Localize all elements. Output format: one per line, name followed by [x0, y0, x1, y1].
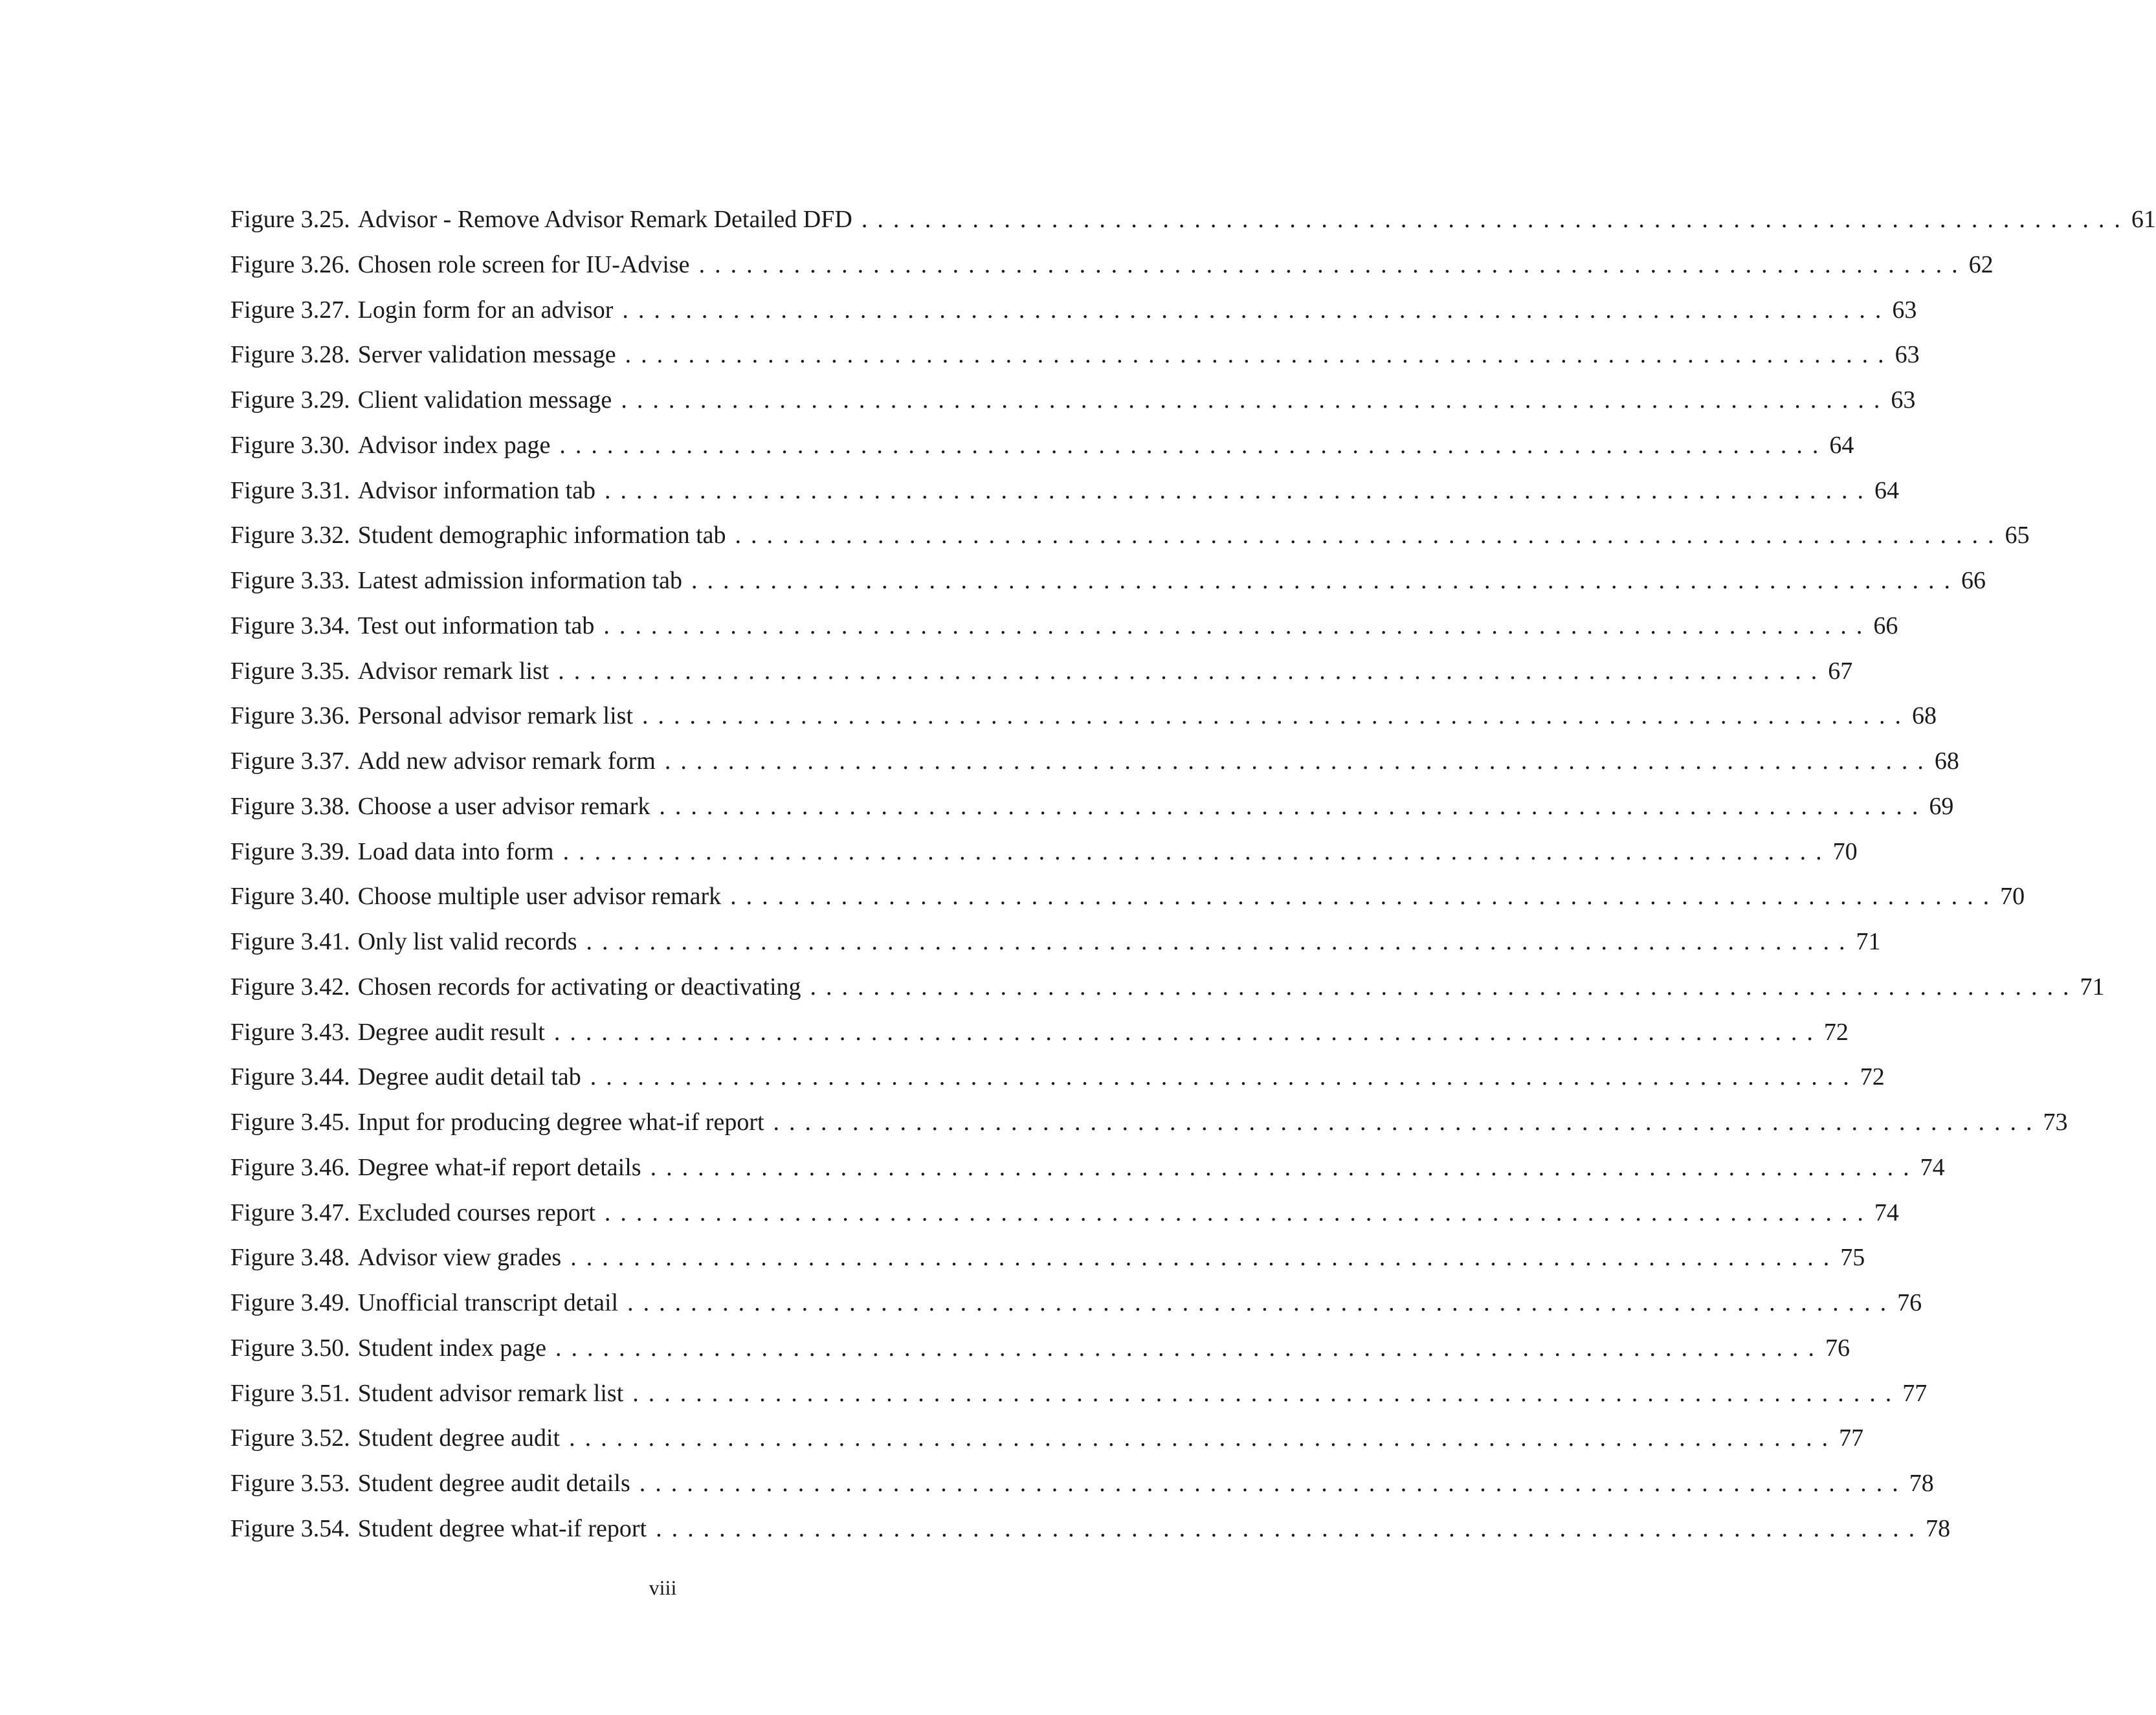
page-number: 68 [1912, 702, 1937, 730]
figure-number: Figure 3.45. [230, 1109, 350, 1136]
page-number: 75 [1840, 1244, 1865, 1272]
page-number: 66 [1873, 612, 1898, 639]
figure-number: Figure 3.30. [230, 431, 350, 459]
page-number: 64 [1829, 431, 1854, 459]
figure-caption: Degree audit result [357, 1018, 545, 1046]
figure-number: Figure 3.31. [230, 476, 350, 504]
figure-caption: Chosen role screen for IU-Advise [357, 250, 690, 278]
lof-entry[interactable] [230, 1416, 1864, 1461]
figure-caption: Excluded courses report [357, 1199, 595, 1226]
figure-number: Figure 3.49. [230, 1289, 350, 1316]
lof-entry[interactable] [230, 739, 1959, 784]
lof-entry[interactable] [230, 1371, 1928, 1417]
dot-leader: ................................................................................ [773, 1109, 2042, 1136]
lof-entry[interactable] [230, 649, 1853, 694]
dot-leader: ................................................................................ [558, 657, 1827, 685]
figure-number: Figure 3.29. [230, 386, 350, 414]
figure-caption: Chosen records for activating or deactivating [357, 973, 801, 1001]
figure-number: Figure 3.34. [230, 612, 350, 639]
figure-number: Figure 3.47. [230, 1199, 350, 1226]
dot-leader: ................................................................................ [605, 476, 1873, 504]
figure-number: Figure 3.44. [230, 1063, 350, 1091]
lof-entry[interactable] [230, 874, 2025, 920]
figure-number: Figure 3.41. [230, 928, 350, 955]
dot-leader: ................................................................................ [553, 1018, 1823, 1046]
dot-leader: ................................................................................ [590, 1063, 1859, 1091]
figure-caption: Student advisor remark list [357, 1379, 624, 1407]
page-number: 76 [1825, 1334, 1850, 1362]
page-number: 68 [1934, 747, 1959, 775]
page-number: 78 [1909, 1470, 1934, 1497]
figure-caption: Advisor - Remove Advisor Remark Detailed DFD [357, 206, 852, 233]
figure-caption: Input for producing degree what-if report [357, 1109, 764, 1136]
lof-entry[interactable] [230, 1461, 1934, 1507]
dot-leader: ................................................................................ [559, 431, 1828, 459]
lof-entry[interactable] [230, 1145, 1945, 1191]
dot-leader: ................................................................................ [810, 973, 2079, 1001]
figure-caption: Test out information tab [357, 612, 595, 639]
dot-leader: ................................................................................ [730, 883, 1999, 911]
page-number: 74 [1874, 1199, 1899, 1226]
dot-leader: ................................................................................ [570, 1244, 1839, 1272]
figure-caption: Latest admission information tab [357, 567, 683, 594]
dot-leader: ................................................................................ [586, 928, 1855, 955]
page-number: 63 [1892, 296, 1917, 324]
figure-caption: Advisor remark list [357, 657, 550, 685]
page-number: 69 [1929, 792, 1954, 820]
dot-leader: ................................................................................ [698, 250, 1968, 278]
figure-caption: Server validation message [357, 341, 616, 369]
figure-caption: Client validation message [357, 386, 612, 414]
page-number: 72 [1823, 1018, 1849, 1046]
dot-leader: ................................................................................ [664, 747, 1933, 775]
figure-caption: Choose a user advisor remark [357, 792, 650, 820]
figure-number: Figure 3.50. [230, 1334, 350, 1362]
figure-number: Figure 3.43. [230, 1018, 350, 1046]
figure-caption: Student demographic information tab [357, 522, 726, 549]
figure-caption: Add new advisor remark form [357, 747, 656, 775]
list-of-figures [230, 197, 2156, 1552]
dot-leader: ................................................................................ [656, 1514, 1925, 1542]
lof-entry[interactable] [230, 469, 1899, 514]
figure-caption: Student degree what-if report [357, 1514, 647, 1542]
lof-entry[interactable] [230, 1055, 1885, 1100]
dot-leader: ................................................................................ [622, 296, 1891, 324]
page-number: 71 [2080, 973, 2105, 1001]
figure-number: Figure 3.40. [230, 883, 350, 911]
figure-number: Figure 3.33. [230, 567, 350, 594]
lof-entry[interactable] [230, 559, 1986, 604]
dot-leader: ................................................................................ [639, 1470, 1908, 1497]
dot-leader: ................................................................................ [735, 522, 2004, 549]
dot-leader: ................................................................................ [659, 792, 1928, 820]
lof-entry[interactable] [230, 288, 1917, 333]
figure-number: Figure 3.52. [230, 1424, 350, 1452]
figure-number: Figure 3.48. [230, 1244, 350, 1272]
page-number: 73 [2043, 1109, 2068, 1136]
page-number: 74 [1920, 1153, 1945, 1181]
dot-leader: ................................................................................ [625, 341, 1894, 369]
page-number: 67 [1828, 657, 1853, 685]
figure-caption: Student index page [357, 1334, 546, 1362]
page-number: 70 [1832, 837, 1858, 865]
page-number: 76 [1897, 1289, 1922, 1316]
lof-entry[interactable] [230, 1235, 1865, 1281]
page-number: 70 [2000, 883, 2025, 911]
figure-number: Figure 3.39. [230, 837, 350, 865]
dot-leader: ................................................................................ [650, 1153, 1919, 1181]
page-number: 64 [1874, 476, 1899, 504]
figure-number: Figure 3.38. [230, 792, 350, 820]
figure-caption: Student degree audit [357, 1424, 561, 1452]
lof-entry[interactable] [230, 378, 1916, 423]
lof-entry[interactable] [230, 333, 1920, 378]
dot-leader: ................................................................................ [604, 1199, 1873, 1226]
dot-leader: ................................................................................ [632, 1379, 1902, 1407]
figure-number: Figure 3.37. [230, 747, 350, 775]
lof-entry[interactable] [230, 1281, 1922, 1326]
page-number: 77 [1839, 1424, 1864, 1452]
dot-leader: ................................................................................ [555, 1334, 1824, 1362]
figure-number: Figure 3.35. [230, 657, 350, 685]
figure-caption: Degree audit detail tab [357, 1063, 581, 1091]
figure-caption: Only list valid records [357, 928, 577, 955]
lof-entry[interactable] [230, 1010, 1849, 1056]
lof-entry[interactable] [230, 423, 1854, 469]
dot-leader: ................................................................................ [691, 567, 1961, 594]
lof-entry[interactable] [230, 1507, 1951, 1552]
lof-entry[interactable] [230, 830, 1858, 875]
page-number: 61 [2131, 206, 2156, 233]
lof-entry[interactable] [230, 965, 2105, 1010]
page-number: 72 [1860, 1063, 1885, 1091]
page-number: 66 [1961, 567, 1986, 594]
figure-caption: Unofficial transcript detail [357, 1289, 619, 1316]
dot-leader: ................................................................................ [627, 1289, 1896, 1316]
figure-caption: Student degree audit details [357, 1470, 630, 1497]
figure-caption: Choose multiple user advisor remark [357, 883, 722, 911]
page-number: 77 [1902, 1379, 1928, 1407]
lof-entry[interactable] [230, 197, 2156, 243]
figure-number: Figure 3.36. [230, 702, 350, 730]
figure-number: Figure 3.51. [230, 1379, 350, 1407]
lof-entry[interactable] [230, 1326, 1850, 1371]
figure-number: Figure 3.32. [230, 522, 350, 549]
figure-number: Figure 3.42. [230, 973, 350, 1001]
lof-entry[interactable] [230, 604, 1898, 649]
figure-caption: Degree what-if report details [357, 1153, 641, 1181]
page-number: 62 [1968, 250, 1994, 278]
dot-leader: ................................................................................ [603, 612, 1873, 639]
lof-entry[interactable] [230, 1191, 1899, 1236]
figure-caption: Advisor information tab [357, 476, 595, 504]
page-number: 65 [2005, 522, 2030, 549]
figure-number: Figure 3.26. [230, 250, 350, 278]
page-number-footer: viii [649, 1576, 677, 1599]
dot-leader: ................................................................................ [642, 702, 1911, 730]
figure-number: Figure 3.54. [230, 1514, 350, 1542]
figure-number: Figure 3.53. [230, 1470, 350, 1497]
figure-caption: Advisor index page [357, 431, 551, 459]
figure-number: Figure 3.28. [230, 341, 350, 369]
figure-caption: Login form for an advisor [357, 296, 614, 324]
lof-entry[interactable] [230, 920, 1881, 965]
page-number: 71 [1856, 928, 1881, 955]
page-number: 78 [1926, 1514, 1951, 1542]
page-number: 63 [1895, 341, 1920, 369]
dot-leader: ................................................................................ [562, 837, 1832, 865]
lof-entry[interactable] [230, 243, 1994, 288]
lof-entry[interactable] [230, 784, 1954, 830]
dot-leader: ................................................................................ [569, 1424, 1838, 1452]
figure-number: Figure 3.27. [230, 296, 350, 324]
lof-entry[interactable] [230, 694, 1937, 739]
dot-leader: ................................................................................ [861, 206, 2130, 233]
dot-leader: ................................................................................ [621, 386, 1890, 414]
figure-caption: Advisor view grades [357, 1244, 562, 1272]
page-number: 63 [1891, 386, 1916, 414]
figure-caption: Load data into form [357, 837, 554, 865]
figure-caption: Personal advisor remark list [357, 702, 634, 730]
figure-number: Figure 3.25. [230, 206, 350, 233]
lof-entry[interactable] [230, 1100, 2068, 1145]
lof-entry[interactable] [230, 513, 2030, 559]
figure-number: Figure 3.46. [230, 1153, 350, 1181]
